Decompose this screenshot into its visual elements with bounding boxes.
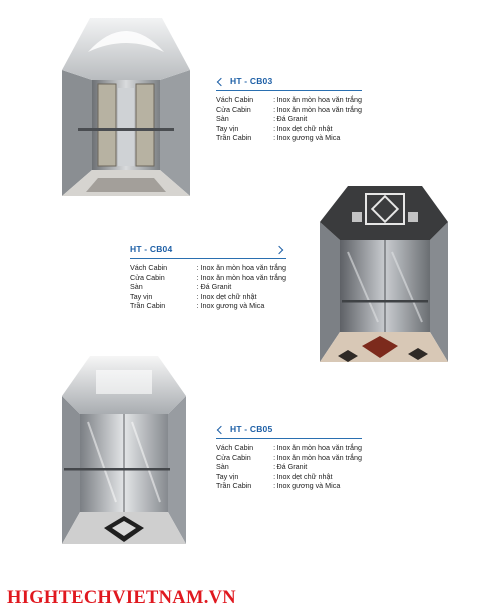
spec-label: Sàn (216, 114, 229, 124)
spec-value: Inox ăn mòn hoa văn trắng (276, 443, 362, 452)
spec-value: Đá Granit (276, 462, 308, 472)
spec-label: Sàn (130, 282, 143, 292)
spec-row: Cửa Cabin : Inox ăn mòn hoa văn trắng (216, 104, 362, 114)
spec-label: Tay vịn (216, 471, 239, 481)
product-header (130, 244, 286, 259)
spec-row: Cửa Cabin : Inox ăn mòn hoa văn trắng (130, 272, 286, 282)
spec-label: Cửa Cabin (216, 452, 251, 462)
spec-value: Inox ăn mòn hoa văn trắng (200, 263, 286, 272)
spec-row: Tay vịn : Inox dẹt chữ nhật (130, 292, 286, 302)
product-ht-cb05 (216, 424, 362, 491)
cabin-image-cb05 (58, 352, 190, 548)
spec-row: Trần Cabin : Inox gương và Mica (130, 301, 286, 311)
spec-value: Đá Granit (276, 114, 308, 124)
chevron-right-icon (275, 246, 283, 254)
spec-label: Trần Cabin (130, 301, 166, 311)
spec-row: Sàn : Đá Granit (130, 282, 286, 292)
product-code: HT - CB05 (230, 424, 273, 434)
spec-row: Vách Cabin : Inox ăn mòn hoa văn trắng (216, 443, 362, 452)
spec-label: Cửa Cabin (216, 104, 251, 114)
spec-value: Inox ăn mòn hoa văn trắng (200, 272, 286, 282)
spec-row: Vách Cabin : Inox ăn mòn hoa văn trắng (130, 263, 286, 272)
spec-label: Vách Cabin (216, 443, 254, 452)
spec-row: Cửa Cabin : Inox ăn mòn hoa văn trắng (216, 452, 362, 462)
spec-value: Inox dẹt chữ nhật (276, 123, 333, 133)
spec-row: Sàn : Đá Granit (216, 462, 362, 472)
spec-label: Trần Cabin (216, 481, 252, 491)
spec-row: Tay vịn : Inox dẹt chữ nhật (216, 472, 362, 482)
spec-table (216, 95, 362, 143)
spec-value: Inox ăn mòn hoa văn trắng (276, 95, 362, 104)
product-code: HT - CB03 (230, 76, 273, 86)
spec-value: Đá Granit (200, 282, 232, 292)
spec-value: Inox ăn mòn hoa văn trắng (276, 452, 362, 462)
product-header (216, 76, 362, 91)
spec-row: Trần Cabin : Inox gương và Mica (216, 133, 362, 143)
spec-value: Inox dẹt chữ nhật (276, 471, 333, 481)
spec-table (216, 443, 362, 491)
spec-label: Tay vịn (216, 123, 239, 133)
spec-row: Sàn : Đá Granit (216, 114, 362, 124)
spec-value: Inox gương và Mica (276, 481, 341, 491)
spec-label: Tay vịn (130, 291, 153, 301)
spec-value: Inox dẹt chữ nhật (200, 291, 257, 301)
spec-value: Inox gương và Mica (200, 301, 265, 311)
spec-row: Trần Cabin : Inox gương và Mica (216, 481, 362, 491)
chevron-left-icon (217, 426, 225, 434)
product-header (216, 424, 362, 439)
cabin-image-cb03 (58, 10, 194, 198)
spec-value: Inox ăn mòn hoa văn trắng (276, 104, 362, 114)
site-watermark: HIGHTECHVIETNAM.VN (7, 588, 236, 608)
spec-label: Sàn (216, 462, 229, 472)
cabin-image-cb04 (318, 182, 450, 370)
product-ht-cb04 (130, 244, 286, 311)
spec-label: Vách Cabin (130, 263, 168, 272)
spec-table (130, 263, 286, 311)
spec-row: Vách Cabin : Inox ăn mòn hoa văn trắng (216, 95, 362, 104)
product-code: HT - CB04 (130, 244, 173, 254)
spec-value: Inox gương và Mica (276, 133, 341, 143)
chevron-left-icon (217, 78, 225, 86)
spec-row: Tay vịn : Inox dẹt chữ nhật (216, 124, 362, 134)
spec-label: Trần Cabin (216, 133, 252, 143)
spec-label: Cửa Cabin (130, 272, 165, 282)
product-hu-cb03 (216, 76, 362, 143)
spec-label: Vách Cabin (216, 95, 254, 104)
